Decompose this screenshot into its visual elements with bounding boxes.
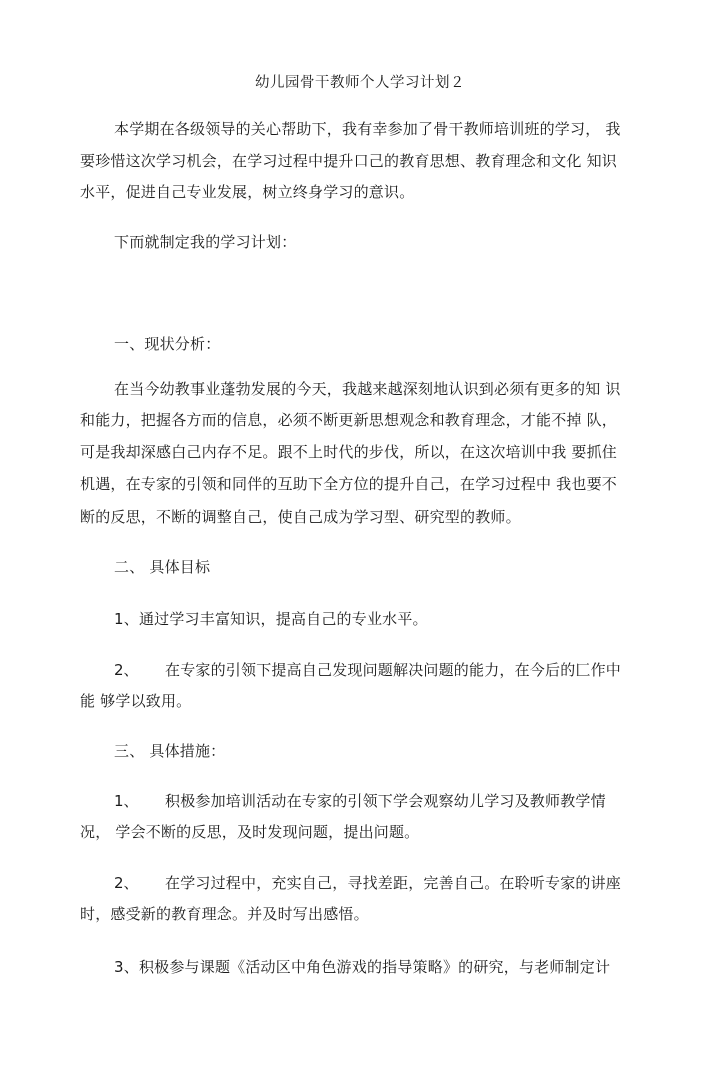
section2-item-1: 1、通过学习丰富知识，提高自己的专业水平。 <box>114 610 428 628</box>
section3-item-2-line-1: 在学习过程中，充实自己，寻找差距，完善自己。在聆听专家的讲座 <box>165 874 622 892</box>
section2-item-2-line-1: 在专家的引领下提高自己发现问题解决问题的能力，在今后的匚作中 <box>165 661 622 679</box>
section3-item-3-line-1: 3、积极参与课题《活动区中角色游戏的指导策略》的研究，与老师制定计 <box>114 958 611 976</box>
section1-line-5: 断的反思，不断的调整自己，使自己成为学习型、研究型的教师。 <box>80 508 521 526</box>
section1-heading: 一、现状分析： <box>114 335 221 353</box>
section1-line-1: 在当今幼教事业蓬勃发展的今天，我越来越深刻地认识到必须有更多的知 识 <box>114 380 621 398</box>
section1-line-3: 可是我却深感白己内存不足。跟不上时代的步伐，所以，在这次培训中我 要抓住 <box>80 443 617 461</box>
intro-line-1: 本学期在各级领导的关心帮助下，我有幸参加了骨干教师培训班的学习， 我 <box>114 120 621 138</box>
section2-heading: 二、 具体目标 <box>114 558 211 576</box>
section3-item-2-line-2: 时，感受新的教育理念。并及时写出感悟。 <box>80 905 369 923</box>
section3-heading: 三、 具体措施： <box>114 742 226 760</box>
section1-line-4: 机遇，在专家的引领和同伴的互助下全方位的提升自己，在学习过程中 我也要不 <box>80 475 617 493</box>
section2-item-2-number: 2、 <box>114 661 139 679</box>
plan-lead: 下而就制定我的学习计划： <box>114 233 297 251</box>
section3-item-2-number: 2、 <box>114 874 139 892</box>
intro-line-2: 要珍惜这次学习机会，在学习过程中提升口己的教育思想、教育理念和文化 知识 <box>80 152 617 170</box>
intro-line-3: 水平，促进自己专业发展，树立终身学习的意识。 <box>80 183 415 201</box>
section3-item-1-line-1: 积极参加培训活动在专家的引领下学会观察幼儿学习及教师教学情 <box>165 792 606 810</box>
section2-item-2-line-2: 能 够学以致用。 <box>80 692 192 710</box>
section1-line-2: 和能力，把握各方而的信息，必须不断更新思想观念和教育理念，才能不掉 队， <box>80 411 617 429</box>
document-title: 幼儿园骨干教师个人学习计划２ <box>255 75 465 91</box>
section3-item-1-line-2: 况， 学会不断的反思，及时发现问题，提出问题。 <box>80 823 420 841</box>
section3-item-1-number: 1、 <box>114 792 139 810</box>
